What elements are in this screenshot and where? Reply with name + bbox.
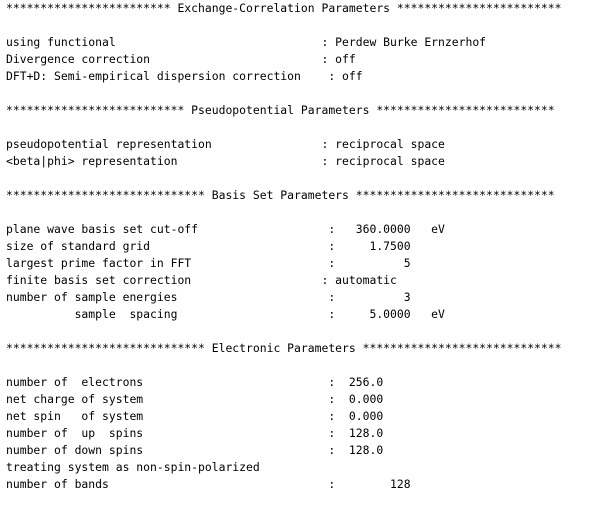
param-cut-off: plane wave basis set cut-off : 360.0000 eV <box>6 222 445 236</box>
section-header-exchange-correlation: ************************ Exchange-Correlation Parameters ************************ <box>6 1 562 15</box>
section-header-electronic: ***************************** Electronic Parameters ***************************** <box>6 341 562 355</box>
param-number-of-electrons: number of electrons : 256.0 <box>6 375 384 389</box>
param-using-functional: using functional : Perdew Burke Ernzerhof <box>6 35 487 49</box>
blank-line <box>6 85 610 102</box>
param-sample-spacing: sample spacing : 5.0000 eV <box>6 307 445 321</box>
param-net-charge: net charge of system : 0.000 <box>6 392 384 406</box>
blank-line <box>6 204 610 221</box>
blank-line <box>6 119 610 136</box>
param-standard-grid: size of standard grid : 1.7500 <box>6 239 411 253</box>
blank-line <box>6 357 610 374</box>
param-finite-basis-correction: finite basis set correction : automatic <box>6 273 397 287</box>
param-number-of-bands: number of bands : 128 <box>6 477 411 491</box>
console-output <box>6 0 610 511</box>
blank-line <box>6 323 610 340</box>
status-spin-polarization: treating system as non-spin-polarized <box>6 460 260 474</box>
param-pseudopotential-representation: pseudopotential representation : reciprocal space <box>6 137 445 151</box>
blank-line <box>6 170 610 187</box>
param-up-spins: number of up spins : 128.0 <box>6 426 384 440</box>
param-beta-phi-representation: <beta|phi> representation : reciprocal space <box>6 154 445 168</box>
param-divergence-correction: Divergence correction : off <box>6 52 356 66</box>
blank-line <box>6 17 610 34</box>
param-down-spins: number of down spins : 128.0 <box>6 443 384 457</box>
param-prime-factor: largest prime factor in FFT : 5 <box>6 256 411 270</box>
param-sample-energies: number of sample energies : 3 <box>6 290 411 304</box>
section-header-pseudopotential: ************************** Pseudopotential Parameters ************************** <box>6 103 555 117</box>
param-net-spin: net spin of system : 0.000 <box>6 409 384 423</box>
section-header-basis-set: ***************************** Basis Set Parameters ***************************** <box>6 188 555 202</box>
param-dft-d-dispersion-correction: DFT+D: Semi-empirical dispersion correction : off <box>6 69 363 83</box>
